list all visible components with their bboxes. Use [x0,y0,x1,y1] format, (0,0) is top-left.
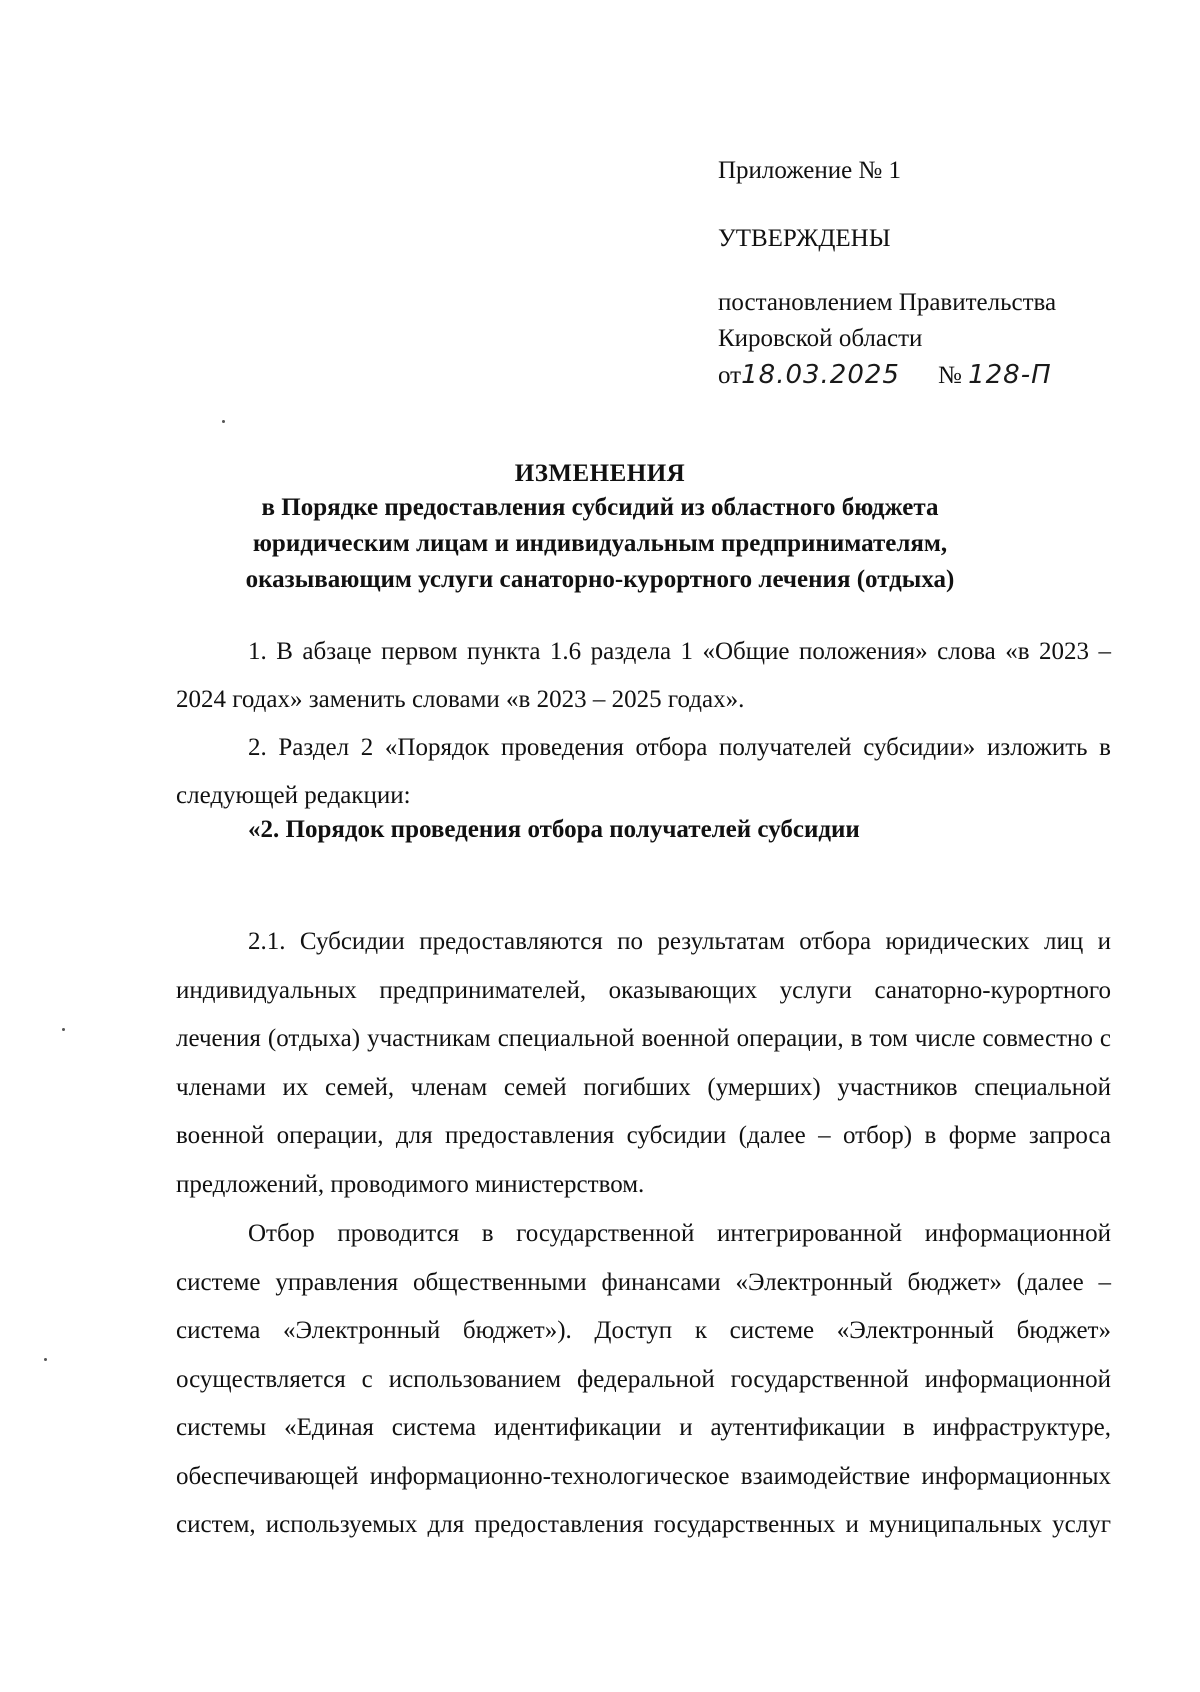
handwritten-number: 128-П [968,360,1052,390]
scan-speck [62,1028,65,1031]
document-title: ИЗМЕНЕНИЯ [514,460,686,487]
subtitle-line-2: юридическим лицам и индивидуальным предпринимателям, [252,530,948,557]
paragraph-otbor-text: Отбор проводится в государственной интегрированной информационной системе управления общественными финансами «Электронный бюджет» (далее – система «Электронный бюджет»). Доступ к системе «Электронный бюджет» осуществляется с использованием федеральной государственной информационной системы «Единая система идентификации и аутентификации в инфраструктуре, обеспечивающей информационно-технологическое взаимодействие информационных систем, используемых для предоставления государственных и муниципальных услуг [176,1220,1111,1538]
paragraph-2-1-text: 2.1. Субсидии предоставляются по результатам отбора юридических лиц и индивидуальных предпринимателей, оказывающих услуги санаторно-курортного лечения (отдыха) участникам специальной военной операции, в том числе совместно с членами их семей, членам семей погибших (умерших) участников специальной военной операции, для предоставления субсидии (далее – отбор) в форме запроса предложений, проводимого министерством. [176,928,1111,1198]
subtitle-line-3: оказывающим услуги санаторно-курортного лечения (отдыха) [245,566,955,593]
approved-label: УТВЕРЖДЕНЫ [718,225,891,252]
decree-line-2: Кировской области [718,325,923,352]
date-prefix: от [718,362,742,389]
paragraph-otbor [176,1210,1111,1550]
subtitle-line-1: в Порядке предоставления субсидий из областного бюджета [261,494,939,521]
paragraph-1 [176,628,1111,724]
section-heading: «2. Порядок проведения отбора получателей субсидии [248,816,860,843]
scan-speck [222,420,225,423]
document-subtitle [150,490,1050,598]
decree-date-number [718,362,1052,388]
scan-speck [44,1358,47,1361]
paragraph-1-text: 1. В абзаце первом пункта 1.6 раздела 1 «Общие положения» слова «в 2023 – 2024 годах» заменить словами «в 2023 – 2025 годах». [176,638,1111,713]
paragraph-2-1 [176,918,1111,1209]
handwritten-date: 18.03.2025 [741,360,900,390]
paragraph-2 [176,724,1111,820]
number-prefix: № [937,362,962,389]
paragraph-2-text: 2. Раздел 2 «Порядок проведения отбора получателей субсидии» изложить в следующей редакции: [176,734,1111,809]
appendix-label: Приложение № 1 [718,157,902,184]
decree-line-1: постановлением Правительства [718,289,1057,316]
